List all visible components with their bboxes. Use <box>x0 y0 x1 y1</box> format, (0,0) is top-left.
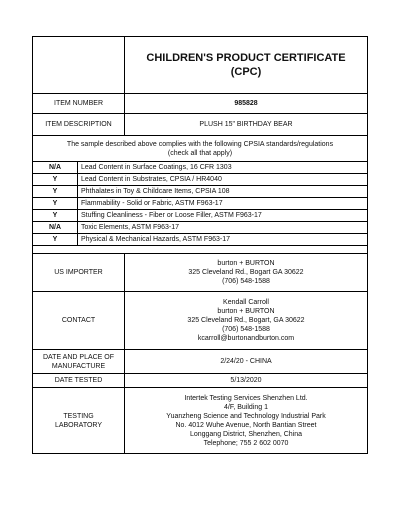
standard-row <box>33 174 368 186</box>
importer-line: burton + BURTON <box>217 260 275 267</box>
testing-lab-details <box>125 388 368 454</box>
contact-line: 325 Cleveland Rd., Bogart, GA 30622 <box>187 317 305 324</box>
manufacture-label-line-1: DATE AND PLACE OF <box>42 353 115 361</box>
testing-lab-label <box>33 388 125 454</box>
standard-row <box>33 234 368 246</box>
spacer-cell <box>33 246 368 254</box>
testing-lab-label-line-2: LABORATORY <box>54 421 103 429</box>
manufacture-label <box>33 350 125 374</box>
standard-mark: N/A <box>33 222 78 234</box>
certificate-table <box>32 36 368 454</box>
manufacture-label-line-2: MANUFACTURE <box>51 362 106 370</box>
logo-cell <box>33 37 125 94</box>
contact-label: CONTACT <box>33 292 125 350</box>
compliance-statement-row <box>33 136 368 162</box>
item-description-value: PLUSH 15" BIRTHDAY BEAR <box>125 114 368 136</box>
standard-mark: Y <box>33 234 78 246</box>
standard-text: Lead Content in Surface Coatings, 16 CFR 1303 <box>78 162 368 174</box>
spacer-row <box>33 246 368 254</box>
importer-label: US IMPORTER <box>33 254 125 292</box>
testing-lab-phone: Telephone; 755 2 602 0070 <box>203 439 289 447</box>
contact-details <box>125 292 368 350</box>
standard-text: Lead Content in Substrates, CPSIA / HR4040 <box>78 174 368 186</box>
date-tested-value: 5/13/2020 <box>125 374 368 388</box>
item-number-row <box>33 94 368 114</box>
standard-text: Phthalates in Toy & Childcare Items, CPSIA 108 <box>78 186 368 198</box>
standard-mark: Y <box>33 174 78 186</box>
title-line-2: (CPC) <box>230 66 262 78</box>
standard-row <box>33 186 368 198</box>
standard-mark: N/A <box>33 162 78 174</box>
date-tested-label: DATE TESTED <box>33 374 125 388</box>
testing-lab-line: Intertek Testing Services Shenzhen Ltd. <box>184 394 308 402</box>
title-line-1: CHILDREN'S PRODUCT CERTIFICATE <box>146 52 346 64</box>
standard-mark: Y <box>33 186 78 198</box>
contact-line: (706) 548-1588 <box>222 326 270 333</box>
standard-row <box>33 210 368 222</box>
contact-line: Kendall Carroll <box>223 299 269 306</box>
standard-text: Toxic Elements, ASTM F963-17 <box>78 222 368 234</box>
certificate-title <box>125 37 368 94</box>
title-row <box>33 37 368 94</box>
importer-row <box>33 254 368 292</box>
standard-row <box>33 222 368 234</box>
testing-lab-line: Longgang District, Shenzhen, China <box>189 430 303 438</box>
item-number-value: 985828 <box>125 94 368 114</box>
compliance-statement <box>33 136 368 162</box>
standard-text: Flammability - Solid or Fabric, ASTM F963-17 <box>78 198 368 210</box>
item-number-label: ITEM NUMBER <box>33 94 125 114</box>
importer-details <box>125 254 368 292</box>
importer-line: (706) 548-1588 <box>222 278 270 285</box>
compliance-statement-line-2: (check all that apply) <box>167 149 233 157</box>
testing-lab-line: Yuanzheng Science and Technology Industrial Park <box>166 412 326 420</box>
item-description-row <box>33 114 368 136</box>
standard-row <box>33 162 368 174</box>
testing-lab-label-line-1: TESTING <box>63 412 94 420</box>
contact-line: burton + BURTON <box>217 308 275 315</box>
standard-text: Physical & Mechanical Hazards, ASTM F963-17 <box>78 234 368 246</box>
date-tested-row <box>33 374 368 388</box>
item-description-label: ITEM DESCRIPTION <box>33 114 125 136</box>
manufacture-row <box>33 350 368 374</box>
standard-mark: Y <box>33 198 78 210</box>
standard-text: Stuffing Cleanliness - Fiber or Loose Filler, ASTM F963-17 <box>78 210 368 222</box>
compliance-statement-line-1: The sample described above complies with the following CPSIA standards/regulations <box>66 140 334 148</box>
importer-line: 325 Cleveland Rd., Bogart GA 30622 <box>188 269 304 276</box>
testing-lab-line: 4/F, Building 1 <box>224 403 268 411</box>
manufacture-value: 2/24/20 - CHINA <box>125 350 368 374</box>
contact-row <box>33 292 368 350</box>
testing-lab-line: No. 4012 Wuhe Avenue, North Bantian Street <box>175 421 317 429</box>
contact-email: kcarroll@burtonandburton.com <box>197 335 295 342</box>
standard-mark: Y <box>33 210 78 222</box>
testing-lab-row <box>33 388 368 454</box>
standard-row <box>33 198 368 210</box>
